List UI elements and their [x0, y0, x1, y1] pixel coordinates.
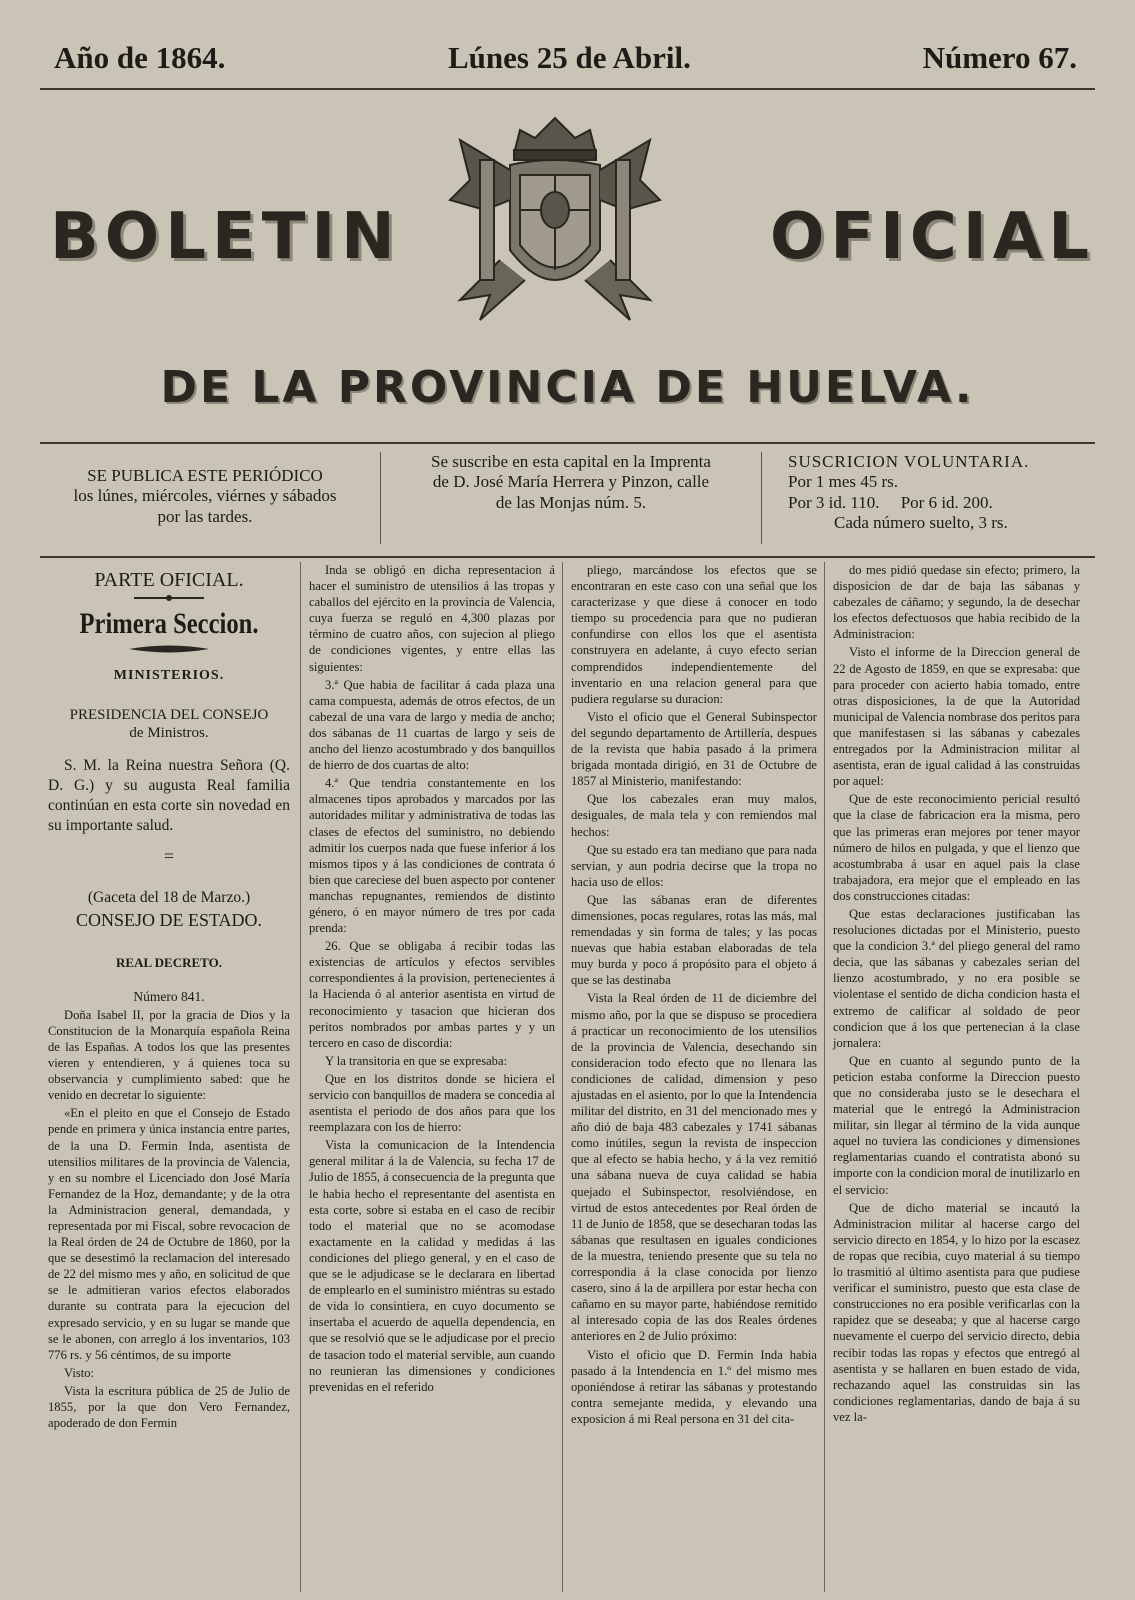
heading-real-decreto: REAL DECRETO.	[116, 954, 222, 970]
paragraph: Visto el oficio que D. Fermin Inda habia pasado á la Intendencia en 1.º del mismo mes oponiéndose á retirar las sábanas y protestando contra semejante medida, y elevando una exposicion á mi Real persona en 31 del cita-	[571, 1347, 817, 1426]
issue-number: Número 67.	[922, 40, 1077, 75]
paragraph: pliego, marcándose los efectos que se encontraran en este caso con una señal que los caracterizase y que diese á conocer en todo tiempo su procedencia para que no pudieran confundirse con ellos los que el asentista construyera en adelante, á cuyo efecto serian comprendidos independientemente del inventario en una relacion general para que pudiera regularse su duracion:	[571, 563, 817, 706]
paragraph: 4.ª Que tendria constantemente en los almacenes tipos aprobados y marcados por las autoridades militar y administrativa de todas las clases de efectos del suministro, no debiendo admitir los cuerpos nada que fuese inferior á los mismos tipos y á las condiciones de contrata ó bien que careciese del buen aspecto por contener manchas repugnantes, remiendos de distinto género, ó en mayor número de tres por cada prenda:	[309, 776, 555, 936]
article-columns	[40, 562, 1095, 1592]
paragraph: S. M. la Reina nuestra Señora (Q. D. G.) y su augusta Real familia continúan en esta corte sin novedad en su importante salud.	[48, 757, 290, 835]
issue-date: Lúnes 25 de Abril.	[448, 40, 691, 75]
paragraph: Que estas declaraciones justificaban las resoluciones dictadas por el Ministerio, puesto que la condicion 3.ª del pliego general del ramo decia, que las sábanas y cabezales serian del lienzo acostumbrado, y no era posible se violentase el sentido de dicha condicion hasta el extremo de calificar al soldado de peor condicion que á los que pertenecian á la clase jornalera:	[833, 906, 1080, 1050]
heading-consejo-de-estado: CONSEJO DE ESTADO.	[75, 910, 263, 931]
paragraph: Que su estado era tan mediano que para nada servian, y aun podria decirse que la tropa no hacia uso de ellos:	[571, 842, 817, 889]
ornament-rule-icon	[129, 644, 209, 654]
paragraph: Vista la comunicacion de la Intendencia general militar á la de Valencia, su fecha 17 de Julio de 1855, á consecuencia de la pregunta que le habia hecho el representante del asentista en esta corte, sobre si estaba en el caso de recibir todo el material que no se acomodase exactamente en la calidad y medidas á las condiciones del pliego general, y en el caso de que se le adjudicase se le declarara en libertad de emplearlo en el suministro miéntras su estado de vida lo consintiera, en cuyo documento se insertaba el acuerdo de aquella dependencia, en que se resolvió que se le adjudicase por el precio de tasacion todo el material servible, aun cuando no reunieran las dimensiones y condiciones prevenidas en el referido	[309, 1138, 555, 1394]
paragraph: Que los cabezales eran muy malos, desiguales, de mala tela y con remiendos mal hechos:	[571, 792, 817, 839]
separator: =	[163, 846, 175, 867]
heading-presidencia-line: de Ministros.	[129, 725, 209, 742]
paragraph: Visto:	[64, 1365, 95, 1380]
heading-presidencia	[48, 706, 290, 742]
price-row: Cada número suelto, 3 rs.	[834, 513, 1008, 533]
column-4	[824, 562, 1088, 1592]
section-heading-parte-oficial: PARTE OFICIAL.	[94, 569, 244, 591]
publication-line: por las tardes.	[157, 506, 253, 526]
publication-line: los lúnes, miércoles, viérnes y sábados	[73, 486, 337, 506]
paragraph: Que de este reconocimiento pericial resultó que la clase de fabricacion era la misma, pero que las primeras eran mejores por tener mayor número de hilos en pulgada, y que el lienzo que acostumbraba á usar en aquel pais la clase trabajadora, era mejor que el empleado en las dos construcciones citadas:	[833, 792, 1080, 903]
subscription-line: de D. José María Herrera y Pinzon, calle	[432, 472, 710, 492]
masthead-subtitle: DE LA PROVINCIA DE HUELVA.	[160, 362, 975, 413]
paragraph: do mes pidió quedase sin efecto; primero, la disposicion de dar de baja las sábanas y cabezales de cáñamo; y segundo, la de desechar los efectos defectuosos que habia recibido de la Administracion:	[833, 563, 1080, 642]
price-row: Por 3 id. 110. Por 6 id. 200.	[788, 492, 993, 512]
heading-presidencia-line: PRESIDENCIA DEL CONSEJO	[69, 707, 269, 724]
price-row: Por 1 mes 45 rs.	[788, 472, 899, 492]
column-1	[40, 562, 298, 1592]
issue-header	[40, 36, 1095, 90]
heading-ministerios: MINISTERIOS.	[113, 668, 225, 684]
paragraph: Que en cuanto al segundo punto de la peticion estaba conforme la Direccion puesto que no consideraba justo se le desechara el material que le entregó la Administracion militar, sin llegar al término de la vida aunque aquel no tuviera las condiciones y dimensiones reglamentarias cuando el contratista abonó su importe con la condicion moral de inutilizarlo en el servicio:	[833, 1053, 1080, 1197]
column-3	[562, 562, 825, 1592]
paragraph: 3.ª Que habia de facilitar á cada plaza una cama compuesta, además de otros efectos, de un cabezal de una vara de largo y media de ancho; dos sábanas de 11 cuartas de largo y seis de ancho del lienzo acostumbrado y dos banquillos de hierro de dos cuartas de alto:	[309, 677, 555, 773]
subscription-info	[380, 452, 762, 544]
prices-heading: SUSCRICION VOLUNTARIA.	[788, 452, 1030, 471]
subscription-line: Se suscribe en esta capital en la Imprenta	[431, 452, 711, 471]
subscription-line: de las Monjas núm. 5.	[495, 492, 647, 512]
source-note: (Gaceta del 18 de Marzo.)	[87, 889, 251, 907]
issue-year: Año de 1864.	[54, 40, 226, 75]
ornament-rule-icon	[134, 594, 204, 602]
masthead-title-left: BOLETIN	[50, 200, 401, 274]
paragraph: Que en los distritos donde se hiciera el servicio con banquillos de madera se concedia al asentista el periodo de dos años para que los reemplazara con los de hierro:	[309, 1071, 555, 1135]
publication-line: SE PUBLICA ESTE PERIÓDICO	[87, 466, 323, 485]
paragraph: Visto el informe de la Direccion general de 22 de Agosto de 1859, en que se expresaba: que para proceder con acierto habia tomado, entre otras disposiciones, la de que la Autoridad municipal de Valencia nombrase dos peritos para que manifestasen si las sábanas y cabezales entregados por la Administracion militar al asentista, eran de igual calidad á las construidas por aquel:	[833, 645, 1080, 789]
paragraph: Doña Isabel II, por la gracia de Dios y la Constitucion de la Monarquía española Reina de las Españas. A todos los que las presentes vieren y entendieren, y á quienes toca su observancia y cumplimiento sabed: que he venido en decretar lo siguiente:	[48, 1007, 290, 1103]
paragraph: Inda se obligó en dicha representacion á hacer el suministro de utensilios á las tropas y caballos del ejército en la provincia de Valencia, cuya fuerza se reguló en 4,300 plazas por término de cuatro años, con sujecion al pliego de condiciones vigentes, y entre ellas las siguientes:	[309, 563, 555, 674]
info-band	[40, 442, 1095, 558]
masthead	[40, 100, 1095, 420]
paragraph: 26. Que se obligaba á recibir todas las existencias de artículos y efectos servibles correspondientes á la provision, pertenecientes á la Hacienda ó al anterior asentista en virtud de reconocimiento y tasacion que hicieran dos peritos nombrados por ambas partes y y un tercero en caso de discordia:	[309, 939, 555, 1050]
column-2	[300, 562, 563, 1592]
section-heading-primera-seccion: Primera Seccion.	[79, 607, 259, 641]
paragraph: Vista la Real órden de 11 de diciembre del mismo año, por la que se dispuso se procediera á practicar un reconocimiento de los utensilios de la provincia de Valencia, desechando sin consideracion todo efecto que no llenara las condiciones de calidad, dimension y peso ajustadas en el asiento, por lo que la Intendencia militar del distrito, en 31 del mencionado mes y año dió de baja 483 cabezales y 1741 sábanas como inútiles, segun la revista de inspeccion que al efecto se habia hecho, y á la vez remitió una sábana nueva de cuya calidad se habia quejado el Subinspector, resolviéndose, en virtud de estos antecedentes por Real órden de 11 de Junio de 1858, que se desecharan todas las sábanas que resultasen en iguales condiciones de la muestra, teniendo presente que su tela no correspondia á la clase conocida por lienzo casero, sino á la de arpillera por estar hecha con cañamo en su mayor parte, habiéndose remitido al interesado copia de las dos Reales órdenes anteriores en 2 de Julio próximo:	[571, 991, 817, 1344]
coat-of-arms-icon	[440, 110, 670, 330]
paragraph: «En el pleito en que el Consejo de Estado pende en primera y única instancia entre partes, de la una D. Fermin Inda, asentista de utensilios militares de la provincia de Valencia, y en su nombre el Licenciado don José María Fernandez de la Hoz, demandante; y de la otra la Administracion general, demandada, y representada por mi Fiscal, sobre revocacion de la Real órden de 24 de Octubre de 1860, por la que se desestimó la reclamacion del interesado de 22 del mismo mes y año, en solicitud de que se le admitieran varios efectos elaborados durante su contrata para la ejecucion del expresado servicio, y en su lugar se mande que se le abonen, con arreglo á los inventarios, 103 776 rs. y 56 céntimos, de su importe	[48, 1106, 290, 1362]
masthead-title-right: OFICIAL	[769, 200, 1095, 274]
publication-info	[40, 466, 370, 527]
paragraph: Que las sábanas eran de diferentes dimensiones, pocas regulares, rotas las más, mal remendadas y sin forma de tales; y las pocas nuevas que habia estaban elaboradas de tela muy burda y poco á propósito para el objeto á que se las destinaba	[571, 892, 817, 988]
paragraph: Que de dicho material se incautó la Administracion militar al hacerse cargo del servicio directo en 1854, y lo hizo por la escasez de ropas que recibia, cuyo material á su tiempo lo trasmitió al último asentista para que pudiese verificar el suministro, puesto que esta clase de construcciones no era posible verificarlas con la rapidez que se deseaba; y que al hacerse cargo nuevamente el cuerpo del servicio directo, debia recibir todas las ropas y efectos que entregó al asentista y se hallaren en buen estado de vida, rechazando aquel las construidas sin las condiciones reglamentarias, dando de baja á su vez la-	[833, 1200, 1080, 1424]
subscription-prices	[770, 452, 1118, 534]
decree-number: Número 841.	[133, 988, 205, 1004]
paragraph: Visto el oficio que el General Subinspector del segundo departamento de Artillería, despues de la revista que habia pasado á la primera brigada montada dirigió, en 31 de Octubre de 1857 al Ministerio, manifestando:	[571, 709, 817, 789]
paragraph: Vista la escritura pública de 25 de Julio de 1855, por la que don Vero Fernandez, apoderado de don Fermin	[48, 1383, 290, 1431]
paragraph: Y la transitoria en que se expresaba:	[325, 1053, 508, 1068]
